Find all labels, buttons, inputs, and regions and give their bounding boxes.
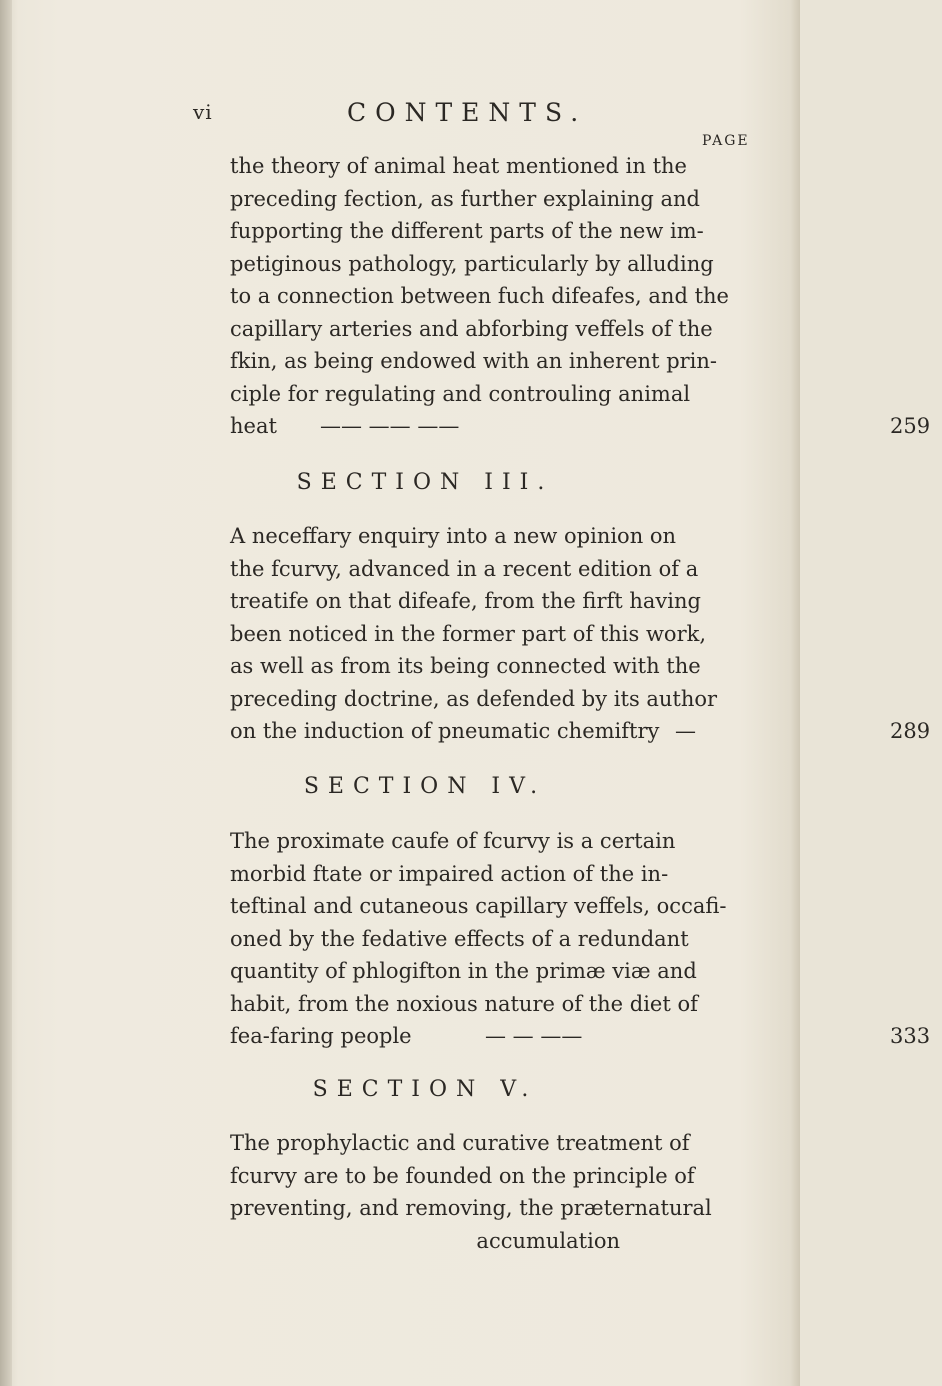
section-heading: SECTION V. [312, 1077, 538, 1102]
entry-line: the theory of animal heat mentioned in the [230, 154, 687, 178]
entry-last-text: on the induction of pneumatic chemiftry [230, 719, 660, 743]
running-title: CONTENTS. [347, 98, 588, 127]
entry-last-text: fea-faring people [230, 1024, 412, 1048]
entry-line: oned by the fedative effects of a redundant [230, 926, 689, 951]
entry-line: morbid ftate or impaired action of the in- [230, 861, 669, 886]
entry-last-line [230, 410, 931, 443]
entry-line: A neceffary enquiry into a new opinion on [230, 524, 677, 548]
section-heading: SECTION III. [296, 470, 554, 495]
leader-dashes: —— —— —— [320, 414, 460, 438]
entry-line: preceding fection, as further explaining and [230, 186, 700, 211]
leader-dashes: — — —— [485, 1024, 583, 1048]
entry-section-3 [230, 520, 931, 748]
entry-last-line [230, 1020, 931, 1053]
entry-line: to a connection between fuch difeafes, and the [230, 284, 729, 308]
entry-line: ciple for regulating and controuling animal [230, 381, 691, 406]
entry-line: quantity of phlogifton in the primæ viæ and [230, 959, 697, 983]
entry-line: petiginous pathology, particularly by alluding [230, 251, 714, 276]
leader-dashes: — [675, 719, 696, 743]
entry-line: teftinal and cutaneous capillary veffels, occafi- [230, 894, 727, 918]
entry-continued [230, 150, 931, 443]
entry-line: preventing, and removing, the præternatural [230, 1196, 712, 1220]
entry-section-4 [230, 825, 931, 1053]
entry-line: the fcurvy, advanced in a recent edition of a [230, 556, 699, 581]
page-number: vi [193, 100, 213, 124]
entry-last-text: heat [230, 414, 277, 438]
entry-line: fupporting the different parts of the new im- [230, 219, 704, 243]
entry-line: preceding doctrine, as defended by its author [230, 686, 718, 711]
entry-section-5 [230, 1127, 712, 1257]
page-column-label: PAGE [702, 133, 750, 149]
entry-page-number: 289 [890, 719, 931, 743]
entry-line: The proximate caufe of fcurvy is a certain [230, 829, 676, 853]
entry-line: as well as from its being connected with the [230, 654, 701, 678]
entry-line: habit, from the noxious nature of the diet of [230, 991, 698, 1016]
section-heading: SECTION IV. [303, 774, 547, 799]
entry-line: The prophylactic and curative treatment of [230, 1131, 690, 1155]
catchword-text: accumulation [476, 1228, 620, 1253]
entry-line: treatife on that difeafe, from the firft having [230, 589, 701, 613]
entry-line: fkin, as being endowed with an inherent prin- [230, 349, 718, 373]
entry-last-line [230, 715, 931, 748]
page-gutter [0, 0, 12, 1386]
entry-page-number: 333 [890, 1024, 931, 1048]
entry-line: been noticed in the former part of this work, [230, 621, 707, 646]
entry-line: capillary arteries and abforbing veffels of the [230, 316, 713, 341]
catchword [230, 1225, 660, 1258]
entry-line: fcurvy are to be founded on the principle of [230, 1163, 695, 1188]
entry-page-number: 259 [890, 414, 931, 438]
